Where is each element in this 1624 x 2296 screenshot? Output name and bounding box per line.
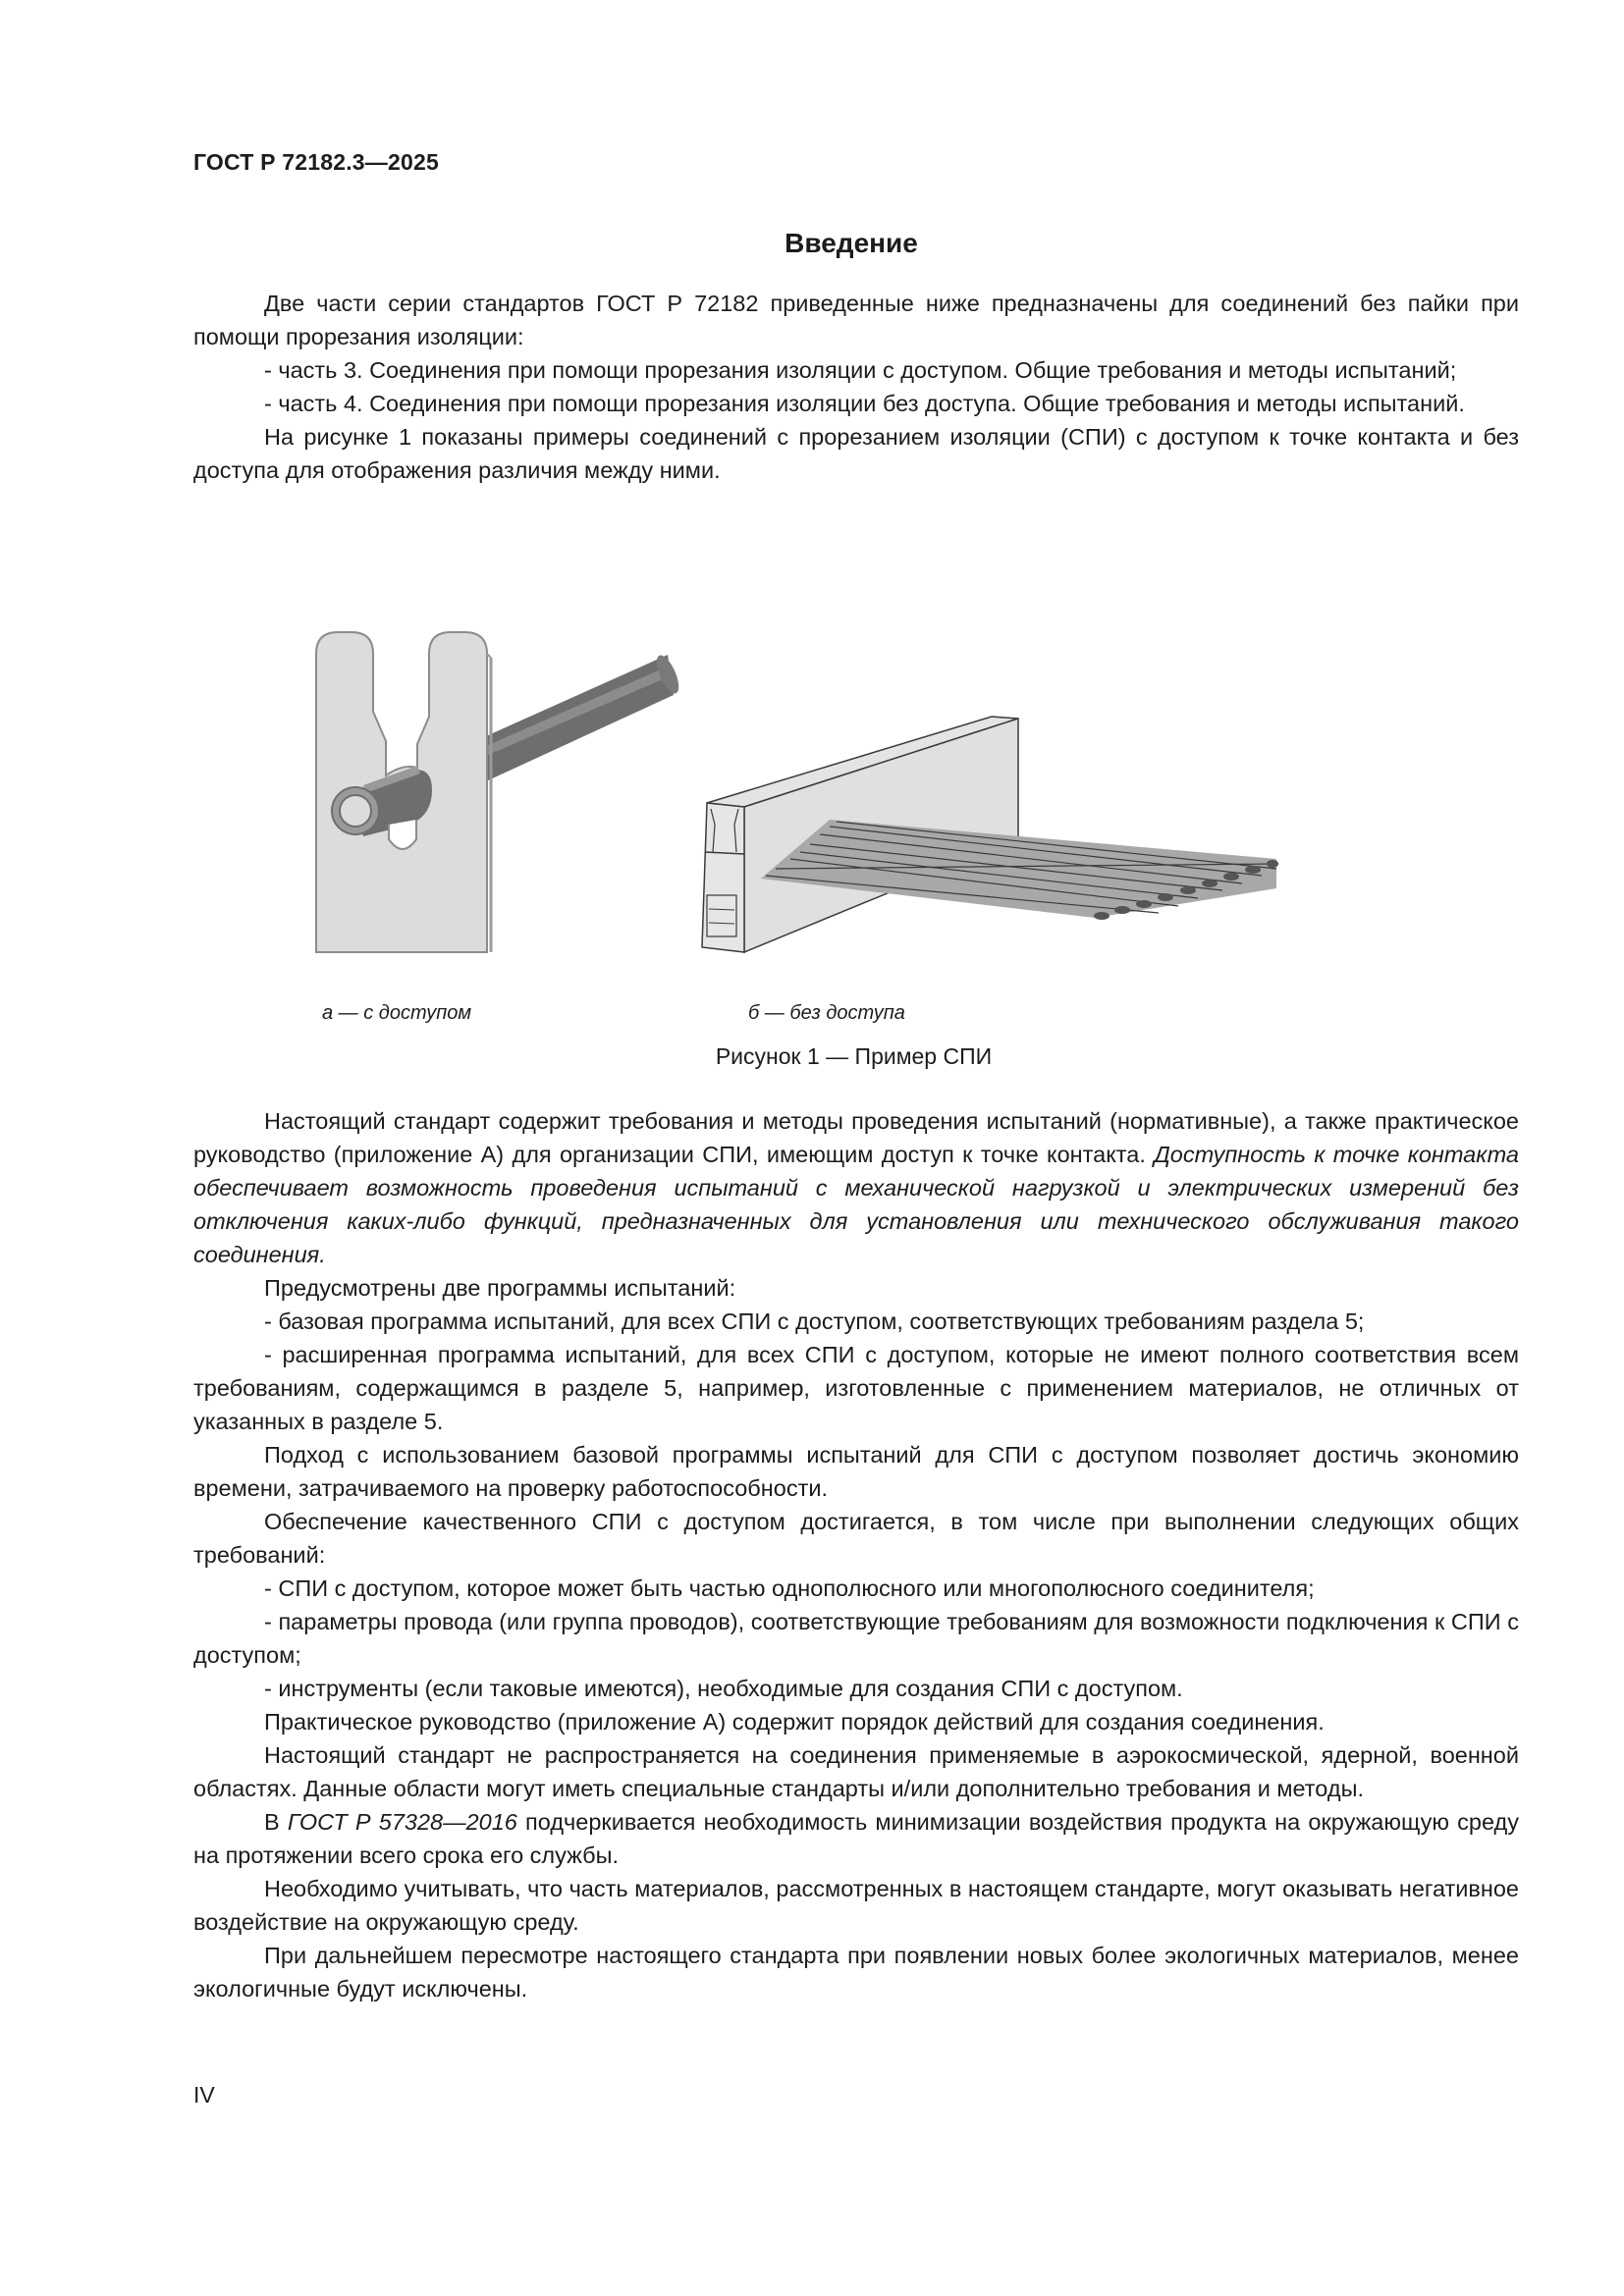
figure-caption-a: а — с доступом [322, 1002, 472, 1024]
paragraph: Две части серии стандартов ГОСТ Р 72182 приведенные ниже предназначены для соединений без пайки при помощи прорезания изоляции: [193, 291, 1519, 349]
wire-icon [486, 653, 683, 781]
scope-text: Настоящий стандарт содержит требования и методы проведения испытаний (нормативные), а также практическое руководство (приложение А) для организации СПИ, имеющим доступ к точке контакта. [193, 1108, 1519, 1167]
paragraph: При дальнейшем пересмотре настоящего стандарта при появлении новых более экологичных материалов, менее экологичные будут исключены. [193, 1943, 1519, 2002]
figure-1-illustration [295, 618, 1424, 1011]
paragraph: Подход с использованием базовой программы испытаний для СПИ с доступом позволяет достичь экономию времени, затрачиваемого на проверку работоспособности. [193, 1442, 1519, 1501]
document-code: ГОСТ Р 72182.3—2025 [193, 149, 439, 175]
paragraph: Обеспечение качественного СПИ с доступом достигается, в том числе при выполнении следующих общих требований: [193, 1509, 1519, 1568]
text: подчеркивается необходимость минимизации воздействия продукта на окружающую среду на протяжении всего срока его службы. [193, 1809, 1519, 1868]
page-number: IV [193, 2082, 215, 2108]
paragraph: Практическое руководство (приложение А) содержит порядок действий для создания соединения. [264, 1709, 1325, 1735]
standard-reference: ГОСТ Р 57328—2016 [287, 1809, 517, 1835]
paragraph: Предусмотрены две программы испытаний: [264, 1275, 736, 1301]
figure-caption-b: б — без доступа [748, 1002, 905, 1024]
figure-title: Рисунок 1 — Пример СПИ [715, 1043, 993, 1069]
idc-with-access-drawing [316, 632, 683, 952]
intro-text [193, 287, 1519, 487]
paragraph: Настоящий стандарт не распространяется на соединения применяемые в аэрокосмической, ядерной, военной областях. Данные области могут иметь специальные стандарты и/или дополнительно требования и методы. [193, 1742, 1519, 1801]
list-item-part3: - часть 3. Соединения при помощи прорезания изоляции с доступом. Общие требования и методы испытаний; [264, 357, 1457, 383]
list-item: - базовая программа испытаний, для всех СПИ с доступом, соответствующих требованиям раздела 5; [264, 1308, 1365, 1334]
list-item: - расширенная программа испытаний, для всех СПИ с доступом, которые не имеют полного соответствия всем требованиям, содержащимся в разделе 5, например, изготовленные с применением материалов, не отличных от указанных в разделе 5. [193, 1342, 1519, 1434]
body-text [193, 1104, 1519, 2005]
list-item-part4: - часть 4. Соединения при помощи прорезания изоляции без доступа. Общие требования и методы испытаний. [264, 391, 1465, 416]
paragraph-scope [193, 1104, 1519, 1271]
scope-italic-text: Доступность к точке контакта обеспечивает возможность проведения испытаний с механической нагрузкой и электрических измерений без отключения каких-либо функций, предназначенных для установления или технического обслуживания такого соединения. [193, 1142, 1519, 1267]
list-item: - параметры провода (или группа проводов), соответствующие требованиям для возможности подключения к СПИ с доступом; [193, 1609, 1519, 1668]
paragraph: На рисунке 1 показаны примеры соединений с прорезанием изоляции (СПИ) с доступом к точке контакта и без доступа для отображения различия между ними. [193, 424, 1519, 483]
list-item: - инструменты (если таковые имеются), необходимые для создания СПИ с доступом. [264, 1676, 1183, 1701]
list-item: - СПИ с доступом, которое может быть частью однополюсного или многополюсного соединителя; [264, 1575, 1315, 1601]
text: В [264, 1809, 288, 1835]
idc-without-access-drawing [702, 717, 1278, 952]
paragraph: Необходимо учитывать, что часть материалов, рассмотренных в настоящем стандарте, могут оказывать негативное воздействие на окружающую среду. [193, 1876, 1519, 1935]
section-title: Введение [785, 228, 918, 258]
paragraph-reference [193, 1805, 1519, 1872]
